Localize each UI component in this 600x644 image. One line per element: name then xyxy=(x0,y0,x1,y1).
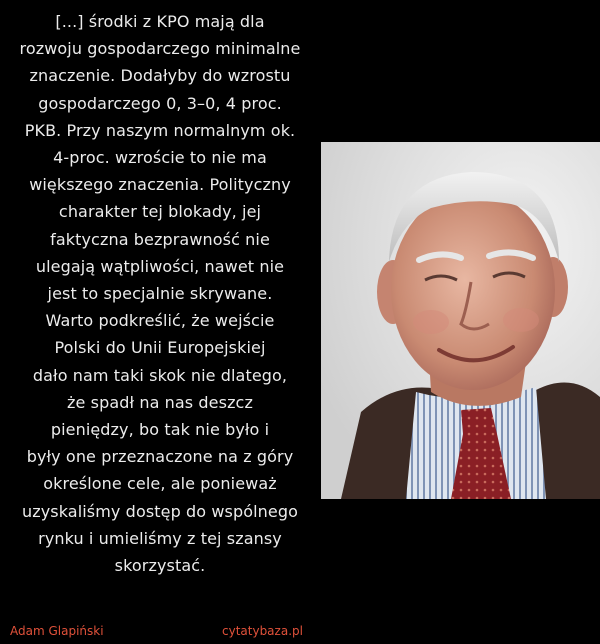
quote-line: jest to specjalnie skrywane. xyxy=(47,284,273,304)
quote-line: że spadł na nas deszcz xyxy=(67,392,253,412)
quote-line: pieniędzy, bo tak nie było i xyxy=(50,420,270,440)
quote-line: gospodarczego 0, 3–0, 4 proc. xyxy=(38,93,282,113)
quote-line: PKB. Przy naszym normalnym ok. xyxy=(24,120,296,140)
quote-line: 4-proc. wzroście to nie ma xyxy=(53,148,267,168)
quote-line: większego znaczenia. Polityczny xyxy=(29,175,291,195)
quote-line: rozwoju gospodarczego minimalne xyxy=(19,39,301,59)
quote-line: znaczenie. Dodałyby do wzrostu xyxy=(29,66,291,86)
quote-line: były one przeznaczone na z góry xyxy=(26,447,294,467)
quote-line: dało nam taki skok nie dlatego, xyxy=(32,365,288,385)
quote-line: rynku i umieliśmy z tej szansy xyxy=(38,528,282,548)
quote-line: skorzystać. xyxy=(114,556,206,576)
author-name[interactable]: Adam Glapiński xyxy=(10,624,104,638)
quote-line: [...] środki z KPO mają dla xyxy=(55,12,265,31)
quote-line: Polski do Unii Europejskiej xyxy=(54,338,266,358)
quote-line: ulegają wątpliwości, nawet nie xyxy=(35,256,285,276)
quote-line: uzyskaliśmy dostęp do wspólnego xyxy=(21,501,298,521)
quote-line: charakter tej blokady, jej xyxy=(58,202,262,222)
quote-text xyxy=(0,8,320,579)
author-portrait xyxy=(321,142,600,499)
quote-line: Warto podkreślić, że wejście xyxy=(45,311,275,331)
quote-line: faktyczna bezprawność nie xyxy=(50,229,270,249)
site-link[interactable]: cytatybaza.pl xyxy=(222,624,303,638)
quote-line: określone cele, ale ponieważ xyxy=(43,474,277,494)
